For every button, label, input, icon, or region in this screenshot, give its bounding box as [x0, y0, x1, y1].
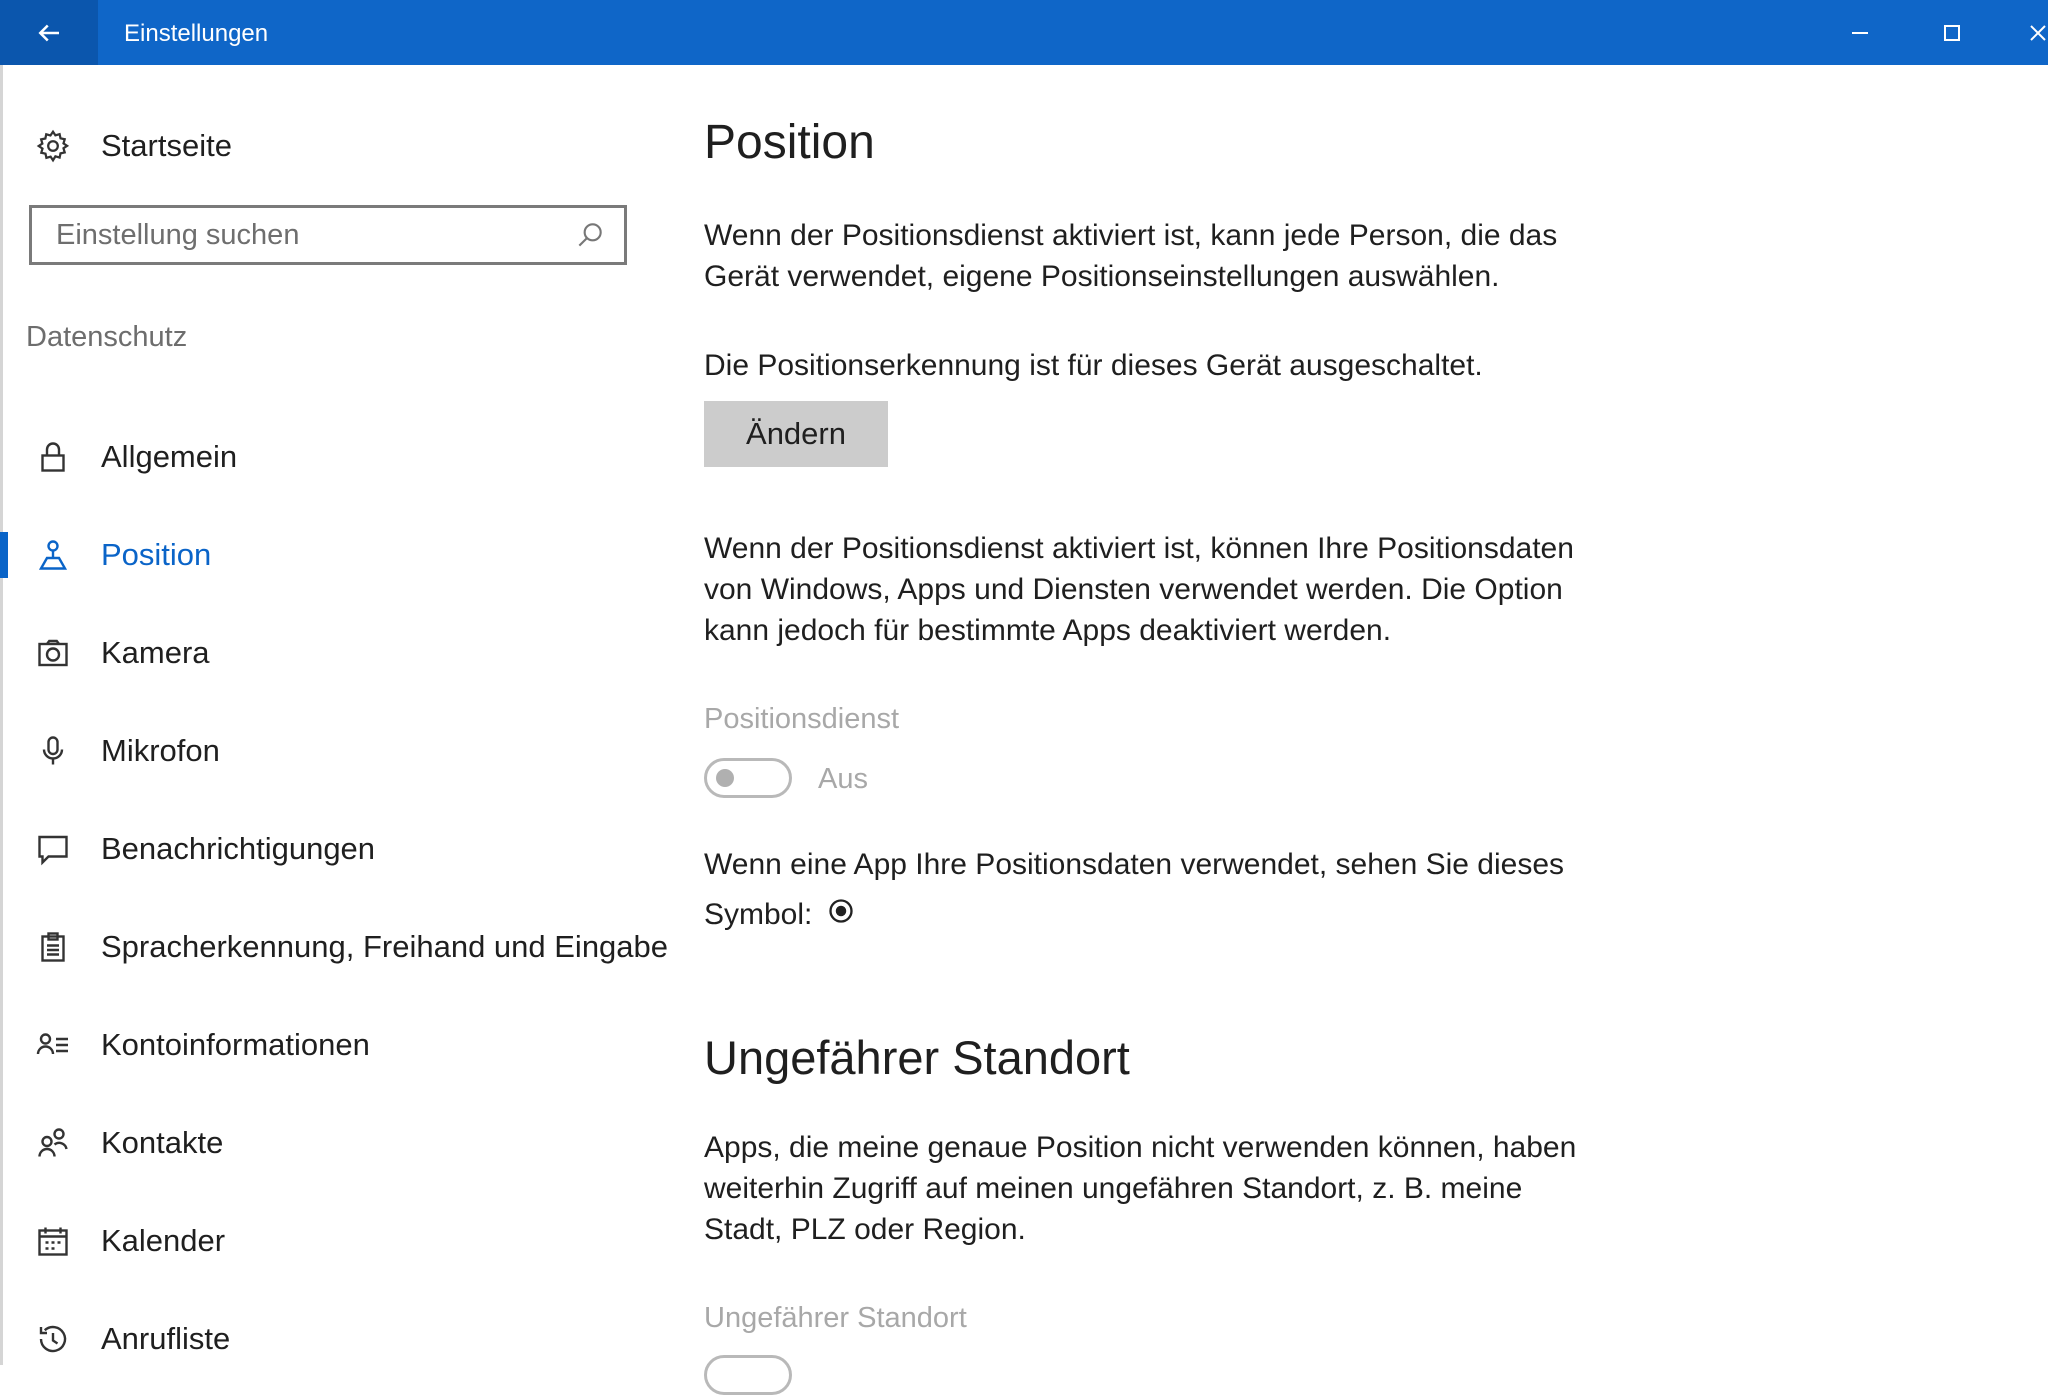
sidebar-item-label: Anrufliste: [101, 1321, 231, 1356]
microphone-icon: [35, 733, 71, 769]
sidebar-item-allgemein[interactable]: [35, 432, 237, 482]
active-indicator: [0, 532, 8, 578]
sidebar-item-label: Kalender: [101, 1223, 226, 1258]
device-status-text: Die Positionserkennung ist für dieses Gerät ausgeschaltet.: [704, 349, 1483, 382]
sidebar: [0, 65, 669, 1365]
sidebar-item-kontakte[interactable]: [35, 1118, 223, 1168]
maximize-icon: [1940, 21, 1964, 45]
history-icon: [35, 1321, 71, 1357]
search-input[interactable]: [54, 218, 574, 253]
sidebar-item-kalender[interactable]: [35, 1216, 225, 1266]
minimize-icon: [1848, 21, 1872, 45]
back-button[interactable]: [0, 0, 98, 65]
minimize-button[interactable]: [1830, 0, 1890, 65]
maximize-button[interactable]: [1922, 0, 1982, 65]
sidebar-item-kamera[interactable]: [35, 628, 210, 678]
title-bar: [0, 0, 2048, 65]
change-button[interactable]: Ändern: [704, 401, 888, 467]
lock-icon: [35, 439, 71, 475]
sidebar-item-label: Kamera: [101, 635, 210, 670]
service-label: Positionsdienst: [704, 703, 900, 735]
sidebar-item-label: Mikrofon: [101, 733, 220, 768]
sidebar-item-label: Position: [101, 537, 212, 572]
page-title: Position: [704, 116, 875, 169]
contacts-icon: [35, 1125, 71, 1161]
sidebar-item-benachrichtigungen[interactable]: [35, 824, 375, 874]
service-info-text: Wenn der Positionsdienst aktiviert ist, können Ihre Positionsdaten von Windows, Apps und Diensten verwendet werden. Die Option kann jedoch für bestimmte Apps deaktiviert werden.: [704, 532, 1574, 647]
back-arrow-icon: [34, 18, 64, 48]
section-label-privacy: Datenschutz: [26, 321, 188, 353]
home-label: Startseite: [101, 128, 232, 163]
close-icon: [2026, 21, 2048, 45]
close-button[interactable]: [2008, 0, 2048, 65]
sidebar-item-mikrofon[interactable]: [35, 726, 220, 776]
location-service-toggle[interactable]: [704, 758, 792, 798]
clipboard-icon: [35, 929, 71, 965]
location-icon: [35, 537, 71, 573]
sidebar-item-label: Kontakte: [101, 1125, 224, 1160]
sidebar-item-label: Allgemein: [101, 439, 238, 474]
sidebar-item-position[interactable]: [35, 530, 211, 580]
search-icon: [574, 219, 606, 251]
sidebar-item-spracherkennung[interactable]: [35, 922, 668, 972]
symbol-info-label: Wenn eine App Ihre Positionsdaten verwendet, sehen Sie dieses Symbol:: [704, 848, 1565, 931]
approx-location-title: Ungefährer Standort: [704, 1031, 1130, 1084]
toggle-knob: [716, 769, 734, 787]
home-link[interactable]: [35, 121, 232, 171]
account-info-icon: [35, 1027, 71, 1063]
notification-icon: [35, 831, 71, 867]
toggle-state-label: Aus: [818, 763, 868, 795]
sidebar-item-label: Benachrichtigungen: [101, 831, 376, 866]
sidebar-item-label: Spracherkennung, Freihand und Eingabe: [101, 929, 669, 964]
intro-text: Wenn der Positionsdienst aktiviert ist, kann jede Person, die das Gerät verwendet, eigene Positionseinstellungen auswählen.: [704, 219, 1558, 293]
calendar-icon: [35, 1223, 71, 1259]
approx-location-text: Apps, die meine genaue Position nicht verwenden können, haben weiterhin Zugriff auf meinen ungefähren Standort, z. B. meine Stadt, PLZ oder Region.: [704, 1131, 1577, 1246]
sidebar-item-kontoinformationen[interactable]: [35, 1020, 370, 1070]
symbol-info-text: [704, 840, 1604, 940]
search-box[interactable]: [29, 205, 627, 265]
approx-location-toggle[interactable]: [704, 1355, 792, 1395]
sidebar-item-label: Kontoinformationen: [101, 1027, 370, 1062]
sidebar-item-anrufliste[interactable]: [35, 1314, 230, 1364]
gear-icon: [35, 128, 71, 164]
window-title: Einstellungen: [124, 20, 269, 47]
location-in-use-icon: [827, 897, 855, 925]
camera-icon: [35, 635, 71, 671]
approx-location-label: Ungefährer Standort: [704, 1302, 967, 1334]
